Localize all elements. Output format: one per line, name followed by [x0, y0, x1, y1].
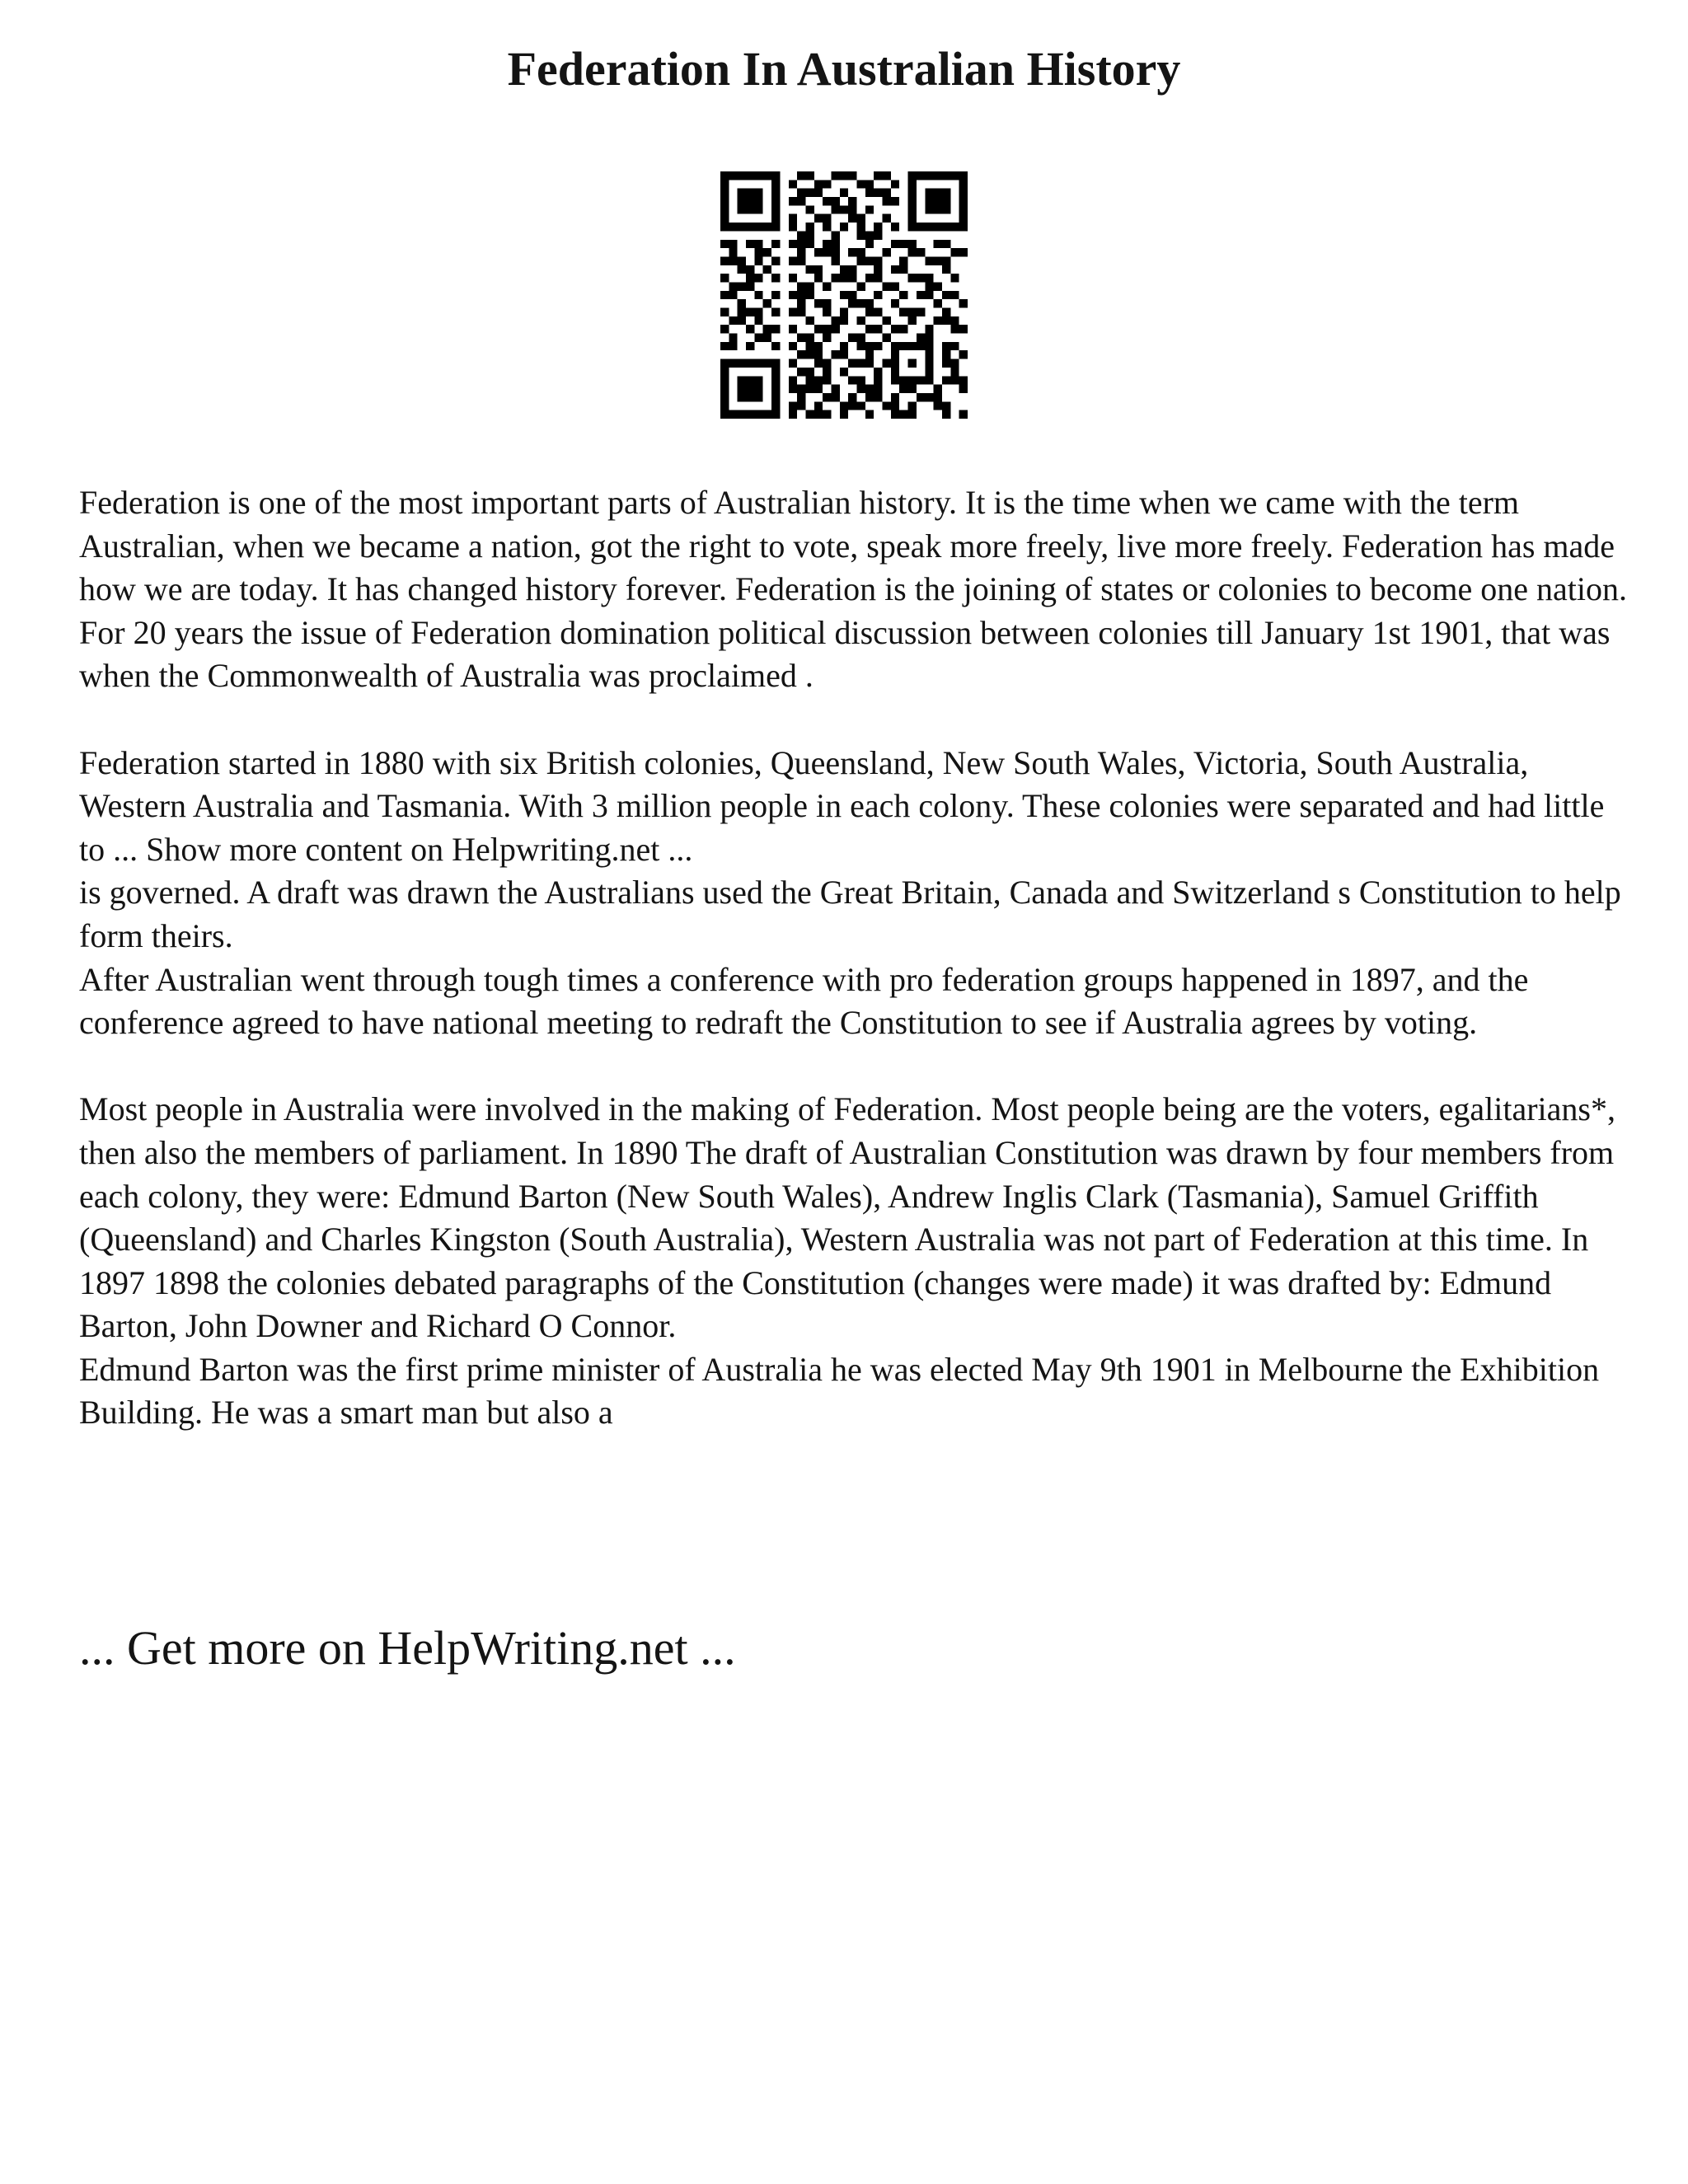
- get-more-link[interactable]: ... Get more on HelpWriting.net ...: [79, 1621, 736, 1675]
- paragraph-people: Most people in Australia were involved in the making of Federation. Most people being are the voters, egalitarians*, then also the members of parliament. In 1890 The draft of Australian Constitution was drawn by four members from each colony, they were: Edmund Barton (New South Wales), Andrew Inglis Clark (Tasmania), Samuel Griffith (Queensland) and Charles Kingston (South Australia), Western Australia was not part of Federation at this time. In 1897 1898 the colonies debated paragraphs of the Constitution (changes were made) it was drafted by: Edmund Barton, John Downer and Richard O Connor.: [79, 1090, 1615, 1345]
- qr-code-icon: [720, 171, 968, 419]
- paragraph-spacer: [79, 1045, 1629, 1089]
- paragraph-barton: Edmund Barton was the first prime minister of Australia he was elected May 9th 1901 in Melbourne the Exhibition Building. He was a smart man but also a: [79, 1350, 1600, 1432]
- paragraph-intro: Federation is one of the most important parts of Australian history. It is the time when we came with the term Australian, when we became a nation, got the right to vote, speak more freely, live more freely. Federation has made how we are today. It has changed history forever. Federation is the joining of states or colonies to become one nation. For 20 years the issue of Federation domination political discussion between colonies till January 1st 1901, that was when the Commonwealth of Australia was proclaimed .: [79, 484, 1627, 695]
- article-body: [79, 481, 1629, 1435]
- paragraph-conference: After Australian went through tough times a conference with pro federation groups happened in 1897, and the conference agreed to have national meeting to redraft the Constitution to see if Australia agrees by voting.: [79, 960, 1529, 1042]
- paragraph-spacer: [79, 698, 1629, 742]
- paragraph-colonies: Federation started in 1880 with six British colonies, Queensland, New South Wales, Victoria, South Australia, Western Australia and Tasmania. With 3 million people in each colony. These colonies were separated and had little to ... Show more content on Helpwriting.net ...: [79, 743, 1605, 868]
- paragraph-constitution-draft: is governed. A draft was drawn the Australians used the Great Britain, Canada and Switzerland s Constitution to help form theirs.: [79, 874, 1621, 954]
- page-title: Federation In Australian History: [507, 42, 1181, 96]
- qr-code: [720, 171, 968, 419]
